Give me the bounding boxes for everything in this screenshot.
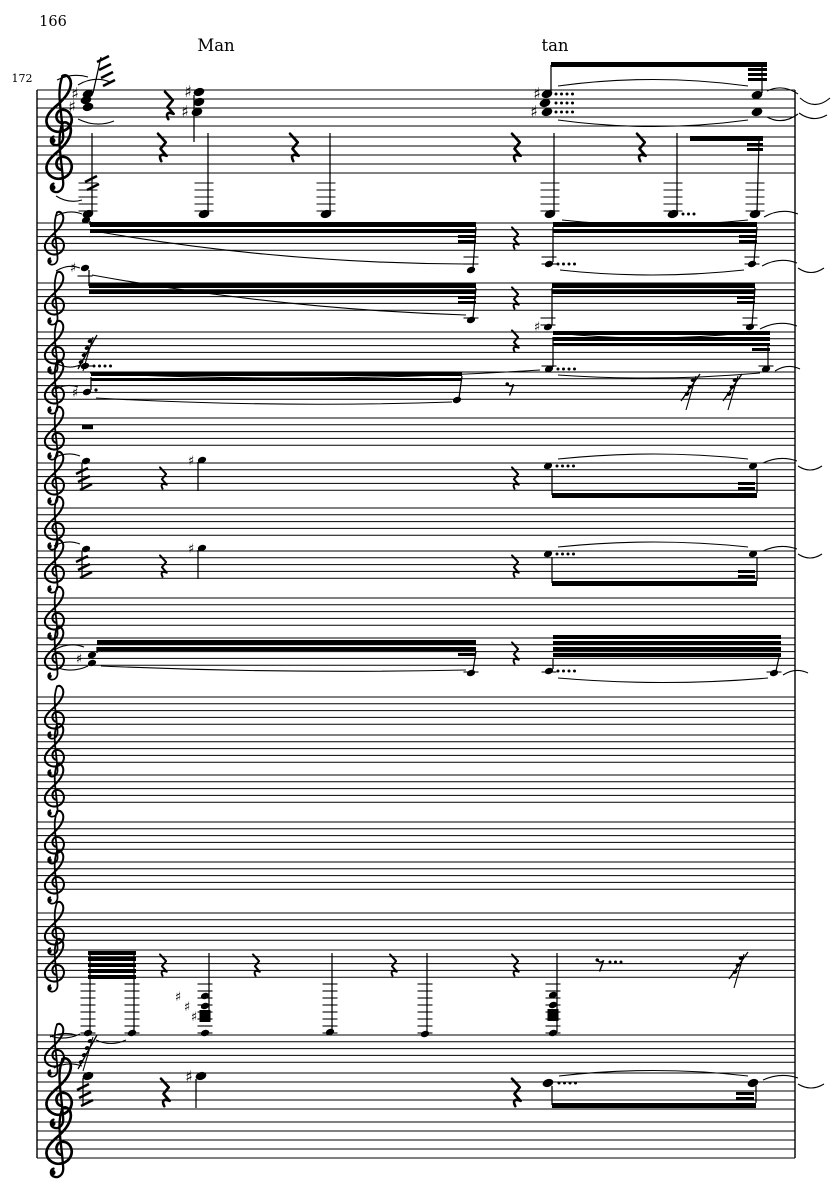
augmentation-dot xyxy=(94,388,97,391)
tie-slur xyxy=(798,268,824,273)
sharp-accidental: ♯ xyxy=(68,97,76,116)
notehead xyxy=(466,266,476,275)
beam xyxy=(747,148,763,151)
note-stem xyxy=(757,141,759,212)
repeat-dot xyxy=(556,553,559,556)
beam xyxy=(737,301,755,304)
repeat-dot xyxy=(561,465,564,468)
beam xyxy=(97,640,476,645)
note-stem xyxy=(473,227,476,268)
treble-clef-icon xyxy=(48,408,52,412)
tremolo-slash xyxy=(85,176,97,182)
note-stem xyxy=(93,57,101,93)
repeat-dot xyxy=(572,465,575,468)
tie-slur xyxy=(558,678,768,683)
repeat-dot xyxy=(557,368,560,371)
beam xyxy=(553,229,757,233)
repeat-dot xyxy=(566,102,569,105)
notehead xyxy=(769,669,779,678)
notehead xyxy=(466,316,476,325)
treble-clef-icon xyxy=(50,185,55,190)
sharp-accidental: ♯ xyxy=(181,102,189,121)
beam xyxy=(739,235,757,238)
sharp-accidental: ♯ xyxy=(533,320,541,335)
treble-clef-icon xyxy=(48,259,52,263)
treble-clef-icon xyxy=(48,986,52,990)
repeat-dot xyxy=(555,102,558,105)
quarter-rest xyxy=(160,467,167,488)
page-number: 166 xyxy=(39,14,67,30)
treble-clef-icon xyxy=(48,587,52,591)
tie-slur xyxy=(798,554,822,558)
tremolo-slash xyxy=(103,80,115,86)
repeat-dot xyxy=(572,553,575,556)
quarter-rest xyxy=(512,330,519,351)
lyric-syllable-2: tan xyxy=(541,36,569,55)
beam xyxy=(552,290,755,294)
sharp-accidental: ♯ xyxy=(187,454,195,469)
repeat-dot xyxy=(555,93,558,96)
eighth-rest xyxy=(508,384,514,395)
tie-slur xyxy=(762,260,797,266)
tie-slur xyxy=(54,645,84,650)
treble-clef-icon xyxy=(46,1137,71,1164)
whole-rest xyxy=(82,425,93,429)
beam xyxy=(551,62,767,67)
beam xyxy=(748,68,767,71)
notehead xyxy=(466,669,476,678)
quarter-rest xyxy=(512,287,519,308)
notehead xyxy=(746,1077,759,1088)
repeat-dot xyxy=(93,365,96,368)
tie-slur xyxy=(800,98,830,105)
repeat-dot xyxy=(567,465,570,468)
repeat-dot xyxy=(571,93,574,96)
tremolo-slash xyxy=(79,1092,91,1098)
beam xyxy=(458,240,476,243)
treble-clef-icon xyxy=(48,898,52,902)
beam xyxy=(97,647,476,651)
repeat-dot xyxy=(567,553,570,556)
repeat-dot xyxy=(571,102,574,105)
beam xyxy=(88,957,136,961)
tie-slur xyxy=(764,211,798,217)
beam xyxy=(553,635,781,639)
repeat-dot xyxy=(568,368,571,371)
sharp-accidental: ♯ xyxy=(187,542,195,557)
tie-slur xyxy=(94,231,466,264)
tremolo-slash xyxy=(101,72,113,78)
tremolo-slash xyxy=(97,56,109,62)
sharp-accidental: ♯ xyxy=(174,990,182,1005)
repeat-dot xyxy=(620,961,623,964)
sharp-accidental: ♯ xyxy=(71,84,79,103)
quarter-rest xyxy=(637,134,646,161)
quarter-rest xyxy=(512,227,519,248)
quarter-rest xyxy=(253,954,260,975)
tie-slur xyxy=(798,466,822,470)
beam xyxy=(88,963,136,967)
sharp-accidental: ♯ xyxy=(69,261,77,276)
beam xyxy=(552,581,757,586)
treble-clef-icon xyxy=(48,499,52,503)
tie-slur xyxy=(763,458,797,463)
tie-slur xyxy=(558,373,760,378)
beam xyxy=(88,951,136,955)
repeat-dot xyxy=(104,365,107,368)
beam xyxy=(738,575,755,578)
repeat-dot xyxy=(560,102,563,105)
beam xyxy=(737,296,755,299)
beam xyxy=(90,229,476,233)
repeat-dot xyxy=(682,213,685,216)
eighth-rest xyxy=(598,960,604,971)
beam xyxy=(748,73,767,76)
beam xyxy=(89,283,476,288)
beam xyxy=(553,653,781,657)
beam xyxy=(458,301,476,304)
repeat-dot xyxy=(561,553,564,556)
treble-clef-icon xyxy=(48,544,52,548)
repeat-dot xyxy=(109,365,112,368)
grace-tremolo-slash xyxy=(729,952,748,979)
tie-slur xyxy=(763,1075,798,1080)
quarter-rest xyxy=(290,134,299,161)
notehead xyxy=(87,659,97,668)
beam xyxy=(738,570,755,573)
tie-slur xyxy=(763,546,797,551)
repeat-dot xyxy=(573,263,576,266)
tie-slur xyxy=(78,119,114,124)
score-notation xyxy=(37,56,830,1177)
treble-clef-icon xyxy=(48,811,52,815)
repeat-dot xyxy=(573,670,576,673)
sharp-accidental: ♯ xyxy=(71,386,79,401)
repeat-dot xyxy=(614,961,617,964)
repeat-dot xyxy=(560,111,563,114)
tie-slur xyxy=(92,275,466,315)
notehead xyxy=(748,208,761,219)
treble-clef-icon xyxy=(46,1088,71,1115)
repeat-dot xyxy=(569,1082,572,1085)
repeat-dot xyxy=(687,213,690,216)
beam xyxy=(736,1097,754,1100)
repeat-dot xyxy=(568,670,571,673)
grace-tremolo-slash xyxy=(723,374,742,401)
beam xyxy=(91,372,462,376)
treble-clef-icon xyxy=(46,152,71,179)
repeat-dot xyxy=(560,93,563,96)
repeat-dot xyxy=(566,93,569,96)
repeat-dot xyxy=(574,1082,577,1085)
quarter-rest xyxy=(160,954,167,975)
repeat-dot xyxy=(562,670,565,673)
beam xyxy=(738,487,755,490)
beam xyxy=(552,493,757,498)
beam xyxy=(553,331,770,335)
notehead xyxy=(452,396,462,405)
beam xyxy=(739,240,757,243)
beam xyxy=(553,343,770,346)
repeat-dot xyxy=(562,368,565,371)
beam xyxy=(458,296,476,299)
repeat-dot xyxy=(563,1082,566,1085)
beam xyxy=(553,337,770,341)
sharp-accidental: ♯ xyxy=(533,84,541,103)
beam xyxy=(747,143,763,146)
tremolo-slash xyxy=(99,64,111,70)
treble-clef-icon xyxy=(48,454,52,458)
quarter-rest xyxy=(512,555,519,576)
beam xyxy=(88,969,136,973)
quarter-rest xyxy=(158,134,167,161)
grace-tremolo-slash xyxy=(78,1035,97,1069)
repeat-dot xyxy=(555,111,558,114)
treble-clef-icon xyxy=(50,1170,55,1175)
quarter-rest xyxy=(512,1079,521,1106)
repeat-dot xyxy=(568,263,571,266)
tie-slur xyxy=(799,113,827,119)
beam xyxy=(91,378,462,381)
tie-slur xyxy=(775,366,800,371)
tie-slur xyxy=(560,270,744,275)
tie-slur xyxy=(558,542,748,547)
tie-slur xyxy=(798,1084,824,1088)
quarter-rest xyxy=(390,954,397,975)
measure-number: 172 xyxy=(11,72,33,85)
tie-slur xyxy=(56,363,80,367)
quarter-rest xyxy=(512,134,521,161)
repeat-dot xyxy=(573,368,576,371)
repeat-dot xyxy=(609,961,612,964)
beam xyxy=(553,641,781,645)
beam xyxy=(458,235,476,238)
beam xyxy=(89,290,476,294)
beam xyxy=(553,647,781,651)
treble-clef-icon xyxy=(50,138,55,143)
beam xyxy=(736,1092,754,1095)
treble-clef-icon xyxy=(48,319,52,323)
beam xyxy=(88,975,136,979)
sharp-accidental: ♯ xyxy=(75,652,83,667)
quarter-rest xyxy=(512,642,519,663)
quarter-rest xyxy=(165,92,174,119)
repeat-dot xyxy=(557,263,560,266)
beam xyxy=(552,1103,756,1108)
repeat-dot xyxy=(566,111,569,114)
lyric-syllable-1: Man xyxy=(197,36,235,55)
repeat-dot xyxy=(98,365,101,368)
repeat-dot xyxy=(558,1082,561,1085)
sharp-accidental: ♯ xyxy=(190,1010,198,1025)
notehead xyxy=(745,323,755,332)
note-stem xyxy=(776,657,779,671)
sharp-accidental: ♯ xyxy=(184,82,192,101)
tie-slur xyxy=(558,454,748,459)
beam xyxy=(690,136,763,141)
beam xyxy=(90,222,476,227)
sharp-accidental: ♯ xyxy=(183,1000,191,1015)
beam xyxy=(552,283,755,288)
tie-slur xyxy=(56,266,80,271)
quarter-rest xyxy=(161,1079,170,1106)
tremolo-slash xyxy=(87,184,99,190)
beam xyxy=(738,482,755,485)
repeat-dot xyxy=(556,465,559,468)
notehead xyxy=(420,1030,430,1039)
treble-clef-icon xyxy=(48,674,52,678)
tie-slur xyxy=(56,196,82,201)
repeat-dot xyxy=(562,263,565,266)
beam xyxy=(752,348,770,351)
tie-slur xyxy=(101,666,466,671)
beam xyxy=(748,78,767,81)
beam xyxy=(553,222,757,227)
quarter-rest xyxy=(512,467,519,488)
quarter-rest xyxy=(160,555,167,576)
repeat-dot xyxy=(571,111,574,114)
quarter-rest xyxy=(512,954,519,975)
tie-slur xyxy=(558,80,748,87)
tie-slur xyxy=(760,323,797,329)
sharp-accidental: ♯ xyxy=(185,1067,193,1086)
beam xyxy=(458,653,476,656)
sharp-accidental: ♯ xyxy=(530,102,538,121)
tie-slur xyxy=(767,88,798,94)
repeat-dot xyxy=(557,670,560,673)
repeat-dot xyxy=(693,213,696,216)
